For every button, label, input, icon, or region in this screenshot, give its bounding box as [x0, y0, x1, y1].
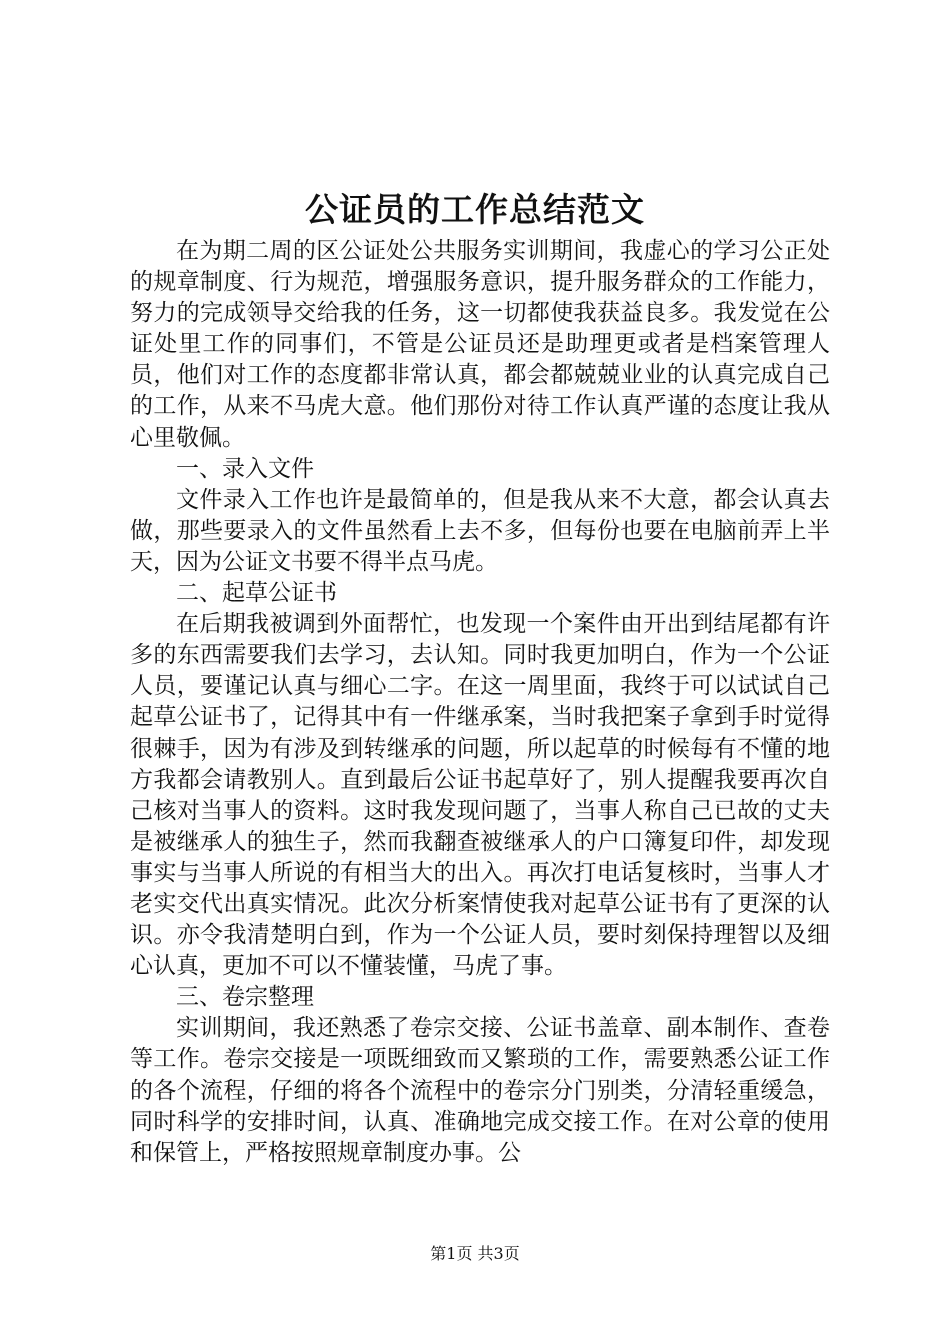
intro-paragraph: 在为期二周的区公证处公共服务实训期间，我虚心的学习公正处的规章制度、行为规范，增强服务意识，提升服务群众的工作能力，努力的完成领导交给我的任务，这一切都使我获益良多。我发觉在公证处里工作的同事们，不管是公证员还是助理更或者是档案管理人员，他们对工作的态度都非常认真，都会都兢兢业业的认真完成自己的工作，从来不马虎大意。他们那份对待工作认真严谨的态度让我从心里敬佩。 [130, 238, 830, 451]
section-1-paragraph: 文件录入工作也许是最简单的，但是我从来不大意，都会认真去做，那些要录入的文件虽然看上去不多，但每份也要在电脑前弄上半天，因为公证文书要不得半点马虎。 [130, 486, 830, 575]
document-body [130, 236, 830, 1169]
section-heading-1: 一、录入文件 [176, 455, 314, 482]
section-2-paragraph: 在后期我被调到外面帮忙，也发现一个案件由开出到结尾都有许多的东西需要我们去学习，去认知。同时我更加明白，作为一个公证人员，要谨记认真与细心二字。在这一周里面，我终于可以试试自己起草公证书了，记得其中有一件继承案，当时我把案子拿到手时觉得很棘手，因为有涉及到转继承的问题，所以起草的时候每有不懂的地方我都会请教别人。直到最后公证书起草好了，别人提醒我要再次自己核对当事人的资料。这时我发现问题了，当事人称自己已故的丈夫是被继承人的独生子，然而我翻查被继承人的户口簿复印件，却发现事实与当事人所说的有相当大的出入。再次打电话复核时，当事人才老实交代出真实情况。此次分析案情使我对起草公证书有了更深的认识。亦令我清楚明白到，作为一个公证人员，要时刻保持理智以及细心认真，更加不可以不懂装懂，马虎了事。 [130, 611, 830, 980]
section-heading-3: 三、卷宗整理 [176, 984, 314, 1011]
section-3-paragraph: 实训期间，我还熟悉了卷宗交接、公证书盖章、副本制作、查卷等工作。卷宗交接是一项既细致而又繁琐的工作，需要熟悉公证工作的各个流程，仔细的将各个流程中的卷宗分门别类，分清轻重缓急，同时科学的安排时间，认真、准确地完成交接工作。在对公章的使用和保管上，严格按照规章制度办事。公 [130, 1015, 830, 1166]
section-heading-2: 二、起草公证书 [176, 580, 337, 607]
document-title: 公证员的工作总结范文 [305, 190, 645, 229]
page-footer: 第1页 共3页 [430, 1244, 520, 1263]
